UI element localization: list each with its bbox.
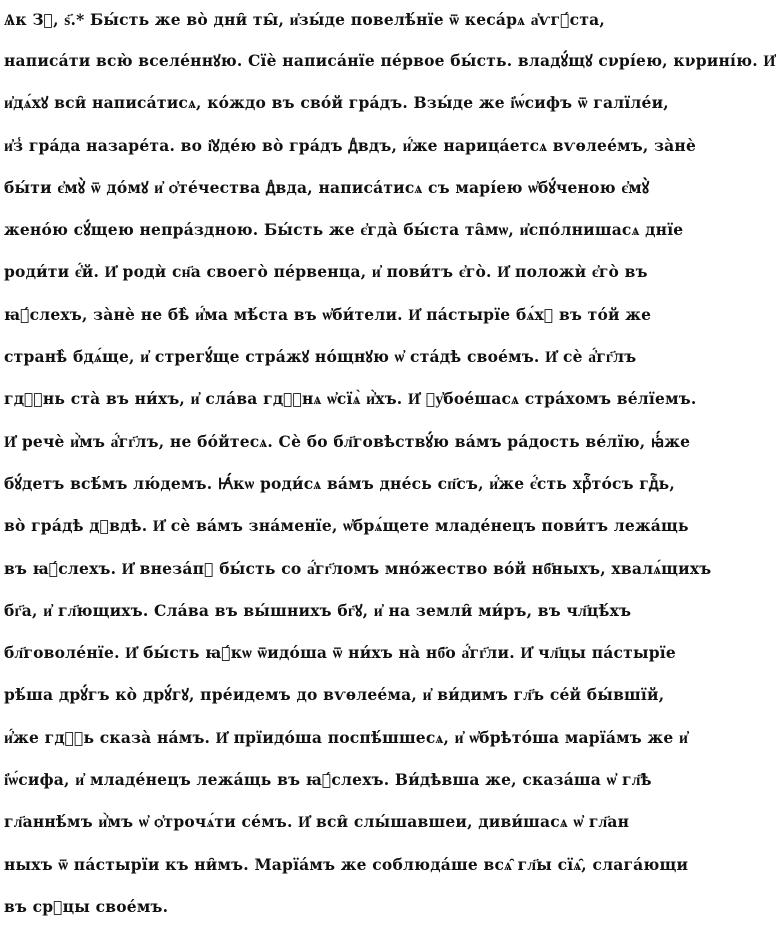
text-line: и҆з̾ гра́да назаре́та. во і҆ꙋде́ю во̀ гра́дъ дⷣвдъ, и҆́же нарица́етсѧ вѵѳлее́мъ, за̀нѐ [4, 135, 697, 155]
text-line: странѣ̀ бдѧ́ще, и҆ стрегꙋ́ще стра́жꙋ но́щнꙋю ѡ҆ ста́дѣ свое́мъ. И҆ сѐ а҆́гг҃лъ [4, 347, 637, 367]
text-line: і҆ѡ́сифа, и҆ младе́нецъ лежа́щь въ ꙗ҆́слехъ. Ви́дѣвша же, сказа́ша ѡ҆ гл҃ѣ [4, 770, 652, 790]
text-line: роди́ти є҆́й. И҆ родѝ сн҃а своего̀ пе́рвенца, и҆ пови́тъ є҆го̀. И҆ положѝ є҆го̀ въ [4, 262, 648, 282]
text-line: написа́ти всю̀ вселе́ннꙋю. Сїѐ написа́нїе пе́рвое бы́сть. владꙋ́щꙋ сνрі́ею, кνрині́ю. И҆ [4, 51, 776, 70]
text-line: бг҃а, и҆ гл҃ющихъ. Сла́ва въ вы́шнихъ бг҃ꙋ, и҆ на земли̑ ми́ръ, въ чл҃цѣ́хъ [4, 600, 632, 620]
text-line: во̀ гра́дѣ дⷣвдѣ. И҆ сѐ ва́мъ зна́менїе, ѡ҆брѧ́щете младе́нецъ пови́тъ лежа́щь [4, 516, 689, 536]
gospel-text-block [4, 0, 776, 928]
text-line: И҆ речѐ и҆̀мъ а҆́гг҃лъ, не бо́йтесѧ. Сѐ бо бл҃говѣствꙋ́ю ва́мъ ра́дость ве́лїю, ꙗ҆́же [4, 431, 691, 451]
text-line: рѣ́ша дрꙋ́гъ ко̀ дрꙋ́гꙋ, пре́идемъ до вѵѳлее́ма, и҆ ви́димъ гл҃ъ се́й бы́вшїй, [4, 685, 665, 705]
text-line: гдⷭ҇нь ста̀ въ ни́хъ, и҆ сла́ва гдⷭ҇нѧ ѡ҆сїѧ̀ и҆̀хъ. И҆ ᲂу҆бое́шасѧ стра́хомъ ве́лїемъ. [4, 389, 697, 409]
text-line: бы́ти є҆мꙋ̀ ѿ до́мꙋ и҆ ѻ҆те́чества дⷣвда, написа́тисѧ съ марі́ею ѡ҆бꙋ́ченою є҆мꙋ̀ [4, 177, 650, 197]
text-line: и҆дѧ́хꙋ вси̑ написа́тисѧ, ко́ждо въ сво́й гра́дъ. Взы́де же і҆ѡ́сифъ ѿ галїле́и, [4, 93, 669, 113]
text-line: бл҃говоле́нїе. И҆ бы́сть ꙗ҆́кѡ ѿидо́ша ѿ ни́хъ на̀ нб҃о а҆́гг҃ли. И҆ чл҃цы па́стырїе [4, 643, 676, 663]
text-line: въ ꙗ҆́слехъ. И҆ внеза́пꙋ бы́сть со а҆́гг҃ломъ мно́жество во́й нб҃ныхъ, хвалѧ́щихъ [4, 558, 712, 578]
text-line: Ѧк Зⷣ, ѕ҃.* Бы́сть же во̀ дни̑ ты̑, и҆зы́де повелѣ́нїе ѿ кеса́рѧ а҆ѵгꙋ́ста, [4, 10, 605, 29]
text-line: жено́ю сꙋ́щею непра́здною. Бы́сть же є҆гда̀ бы́ста та̑мѡ, и҆спо́лнишасѧ днїе [4, 220, 684, 240]
text-line: и҆́же гдⷭ҇ь сказа̀ на́мъ. И҆ прїидо́ша поспѣ́шшесѧ, и҆ ѡ҆брѣто́ша марїа́мъ же и҆ [4, 727, 689, 747]
text-line: ꙗ҆́слехъ, за̀нѐ не бѣ̀ и҆́ма мѣ́ста въ ѡ҆би́тели. И҆ па́стырїе бѧ́хꙋ въ то́й же [4, 304, 652, 324]
text-line: гл҃аннѣ́мъ и҆̀мъ ѡ҆ ѻ҆трочѧ́ти се́мъ. И҆ вси̑ слы́шавшеи, диви́шасѧ ѡ҆ гл҃ан [4, 812, 630, 832]
text-line: ныхъ ѿ па́стырїи къ ни̑мъ. Марїа́мъ же соблюда́ше всѧ̑ гл҃ы сїѧ̑, слага́ющи [4, 854, 689, 874]
text-line: въ срⷣцы свое́мъ. [4, 896, 169, 916]
text-line: бꙋ́детъ всѣ́мъ лю́демъ. Ꙗ҆́кѡ роди́сѧ ва́мъ дне́сь сп҃съ, и҆́же є҆́сть хрⷭ҇то́съ гдⷭ҇ь, [4, 473, 675, 493]
